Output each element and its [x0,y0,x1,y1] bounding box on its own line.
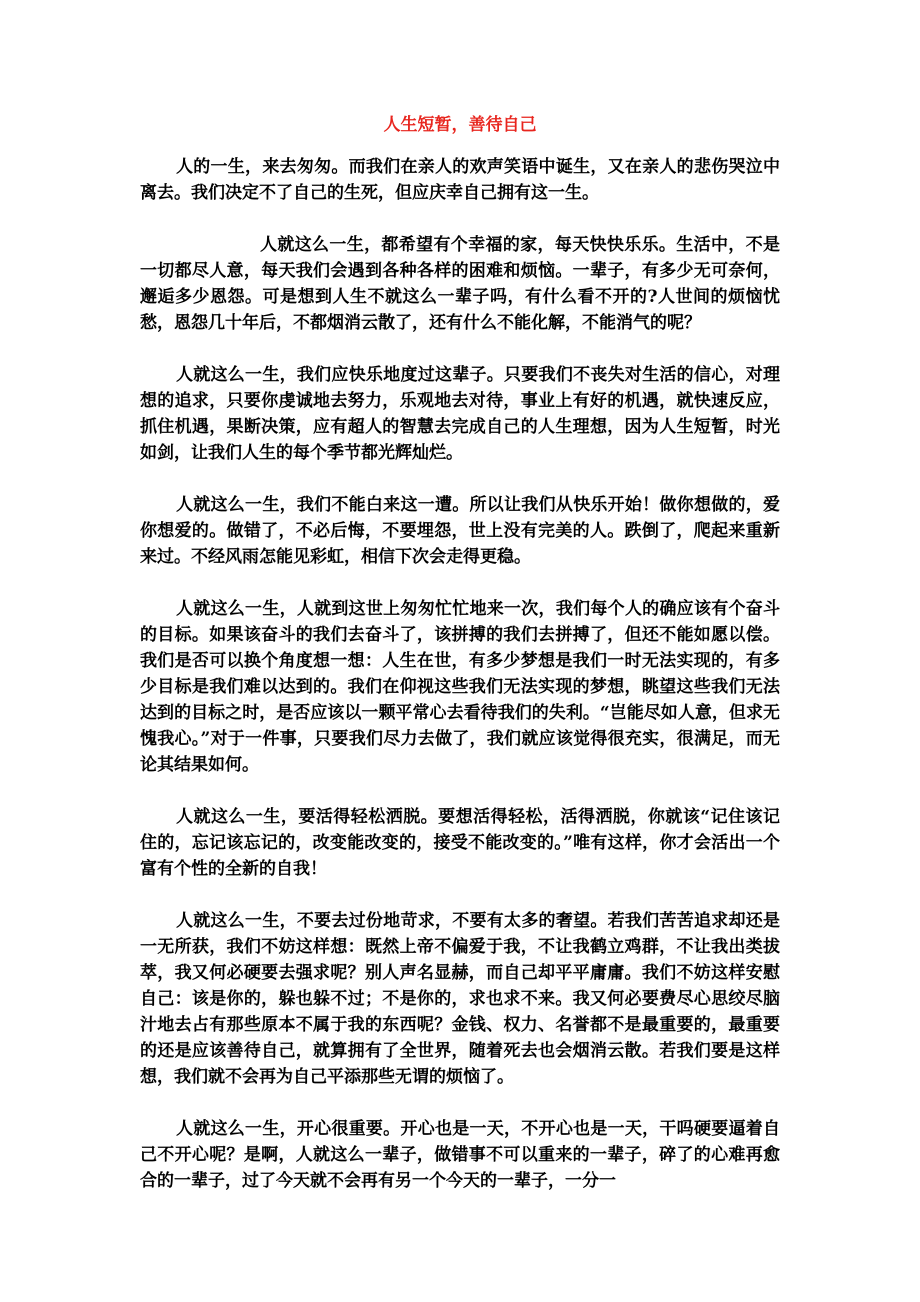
paragraph-2: 人就这么一生，都希望有个幸福的家，每天快快乐乐。生活中，不是一切都尽人意，每天我们会遇到各种各样的困难和烦恼。一辈子，有多少无可奈何，邂逅多少恩怨。可是想到人生不就这么一辈子吗，有什么看不开的?人世间的烦恼忧愁，恩怨几十年后，不都烟消云散了，还有什么不能化解，不能消气的呢？ [140,235,780,333]
paragraph-6: 人就这么一生，要活得轻松洒脱。要想活得轻松，活得洒脱，你就该“记住该记住的，忘记该忘记的，改变能改变的，接受不能改变的。”唯有这样，你才会活出一个富有个性的全新的自我！ [140,807,780,879]
paragraph-5: 人就这么一生，人就到这世上匆匆忙忙地来一次，我们每个人的确应该有个奋斗的目标。如果该奋斗的我们去奋斗了，该拼搏的我们去拼搏了，但还不能如愿以偿。我们是否可以换个角度想一想：人生在世，有多少梦想是我们一时无法实现的，有多少目标是我们难以达到的。我们在仰视这些我们无法实现的梦想，眺望这些我们无法达到的目标之时，是否应该以一颗平常心去看待我们的失利。“岂能尽如人意，但求无愧我心。”对于一件事，只要我们尽力去做了，我们就应该觉得很充实，很满足，而无论其结果如何。 [140,599,780,775]
document-title: 人生短暂，善待自己 [383,115,537,135]
paragraph-8: 人就这么一生，开心很重要。开心也是一天，不开心也是一天，干吗硬要逼着自己不开心呢？是啊，人就这么一辈子，做错事不可以重来的一辈子，碎了的心难再愈合的一辈子，过了今天就不会再有另一个今天的一辈子，一分一 [140,1119,780,1191]
document-body [140,154,780,1220]
paragraph-1: 人的一生，来去匆匆。而我们在亲人的欢声笑语中诞生，又在亲人的悲伤哭泣中离去。我们决定不了自己的生死，但应庆幸自己拥有这一生。 [140,157,780,203]
paragraph-7: 人就这么一生，不要去过份地苛求，不要有太多的奢望。若我们苦苦追求却还是一无所获，我们不妨这样想：既然上帝不偏爱于我，不让我鹤立鸡群，不让我出类拔萃，我又何必硬要去强求呢？别人声名显赫，而自己却平平庸庸。我们不妨这样安慰自己：该是你的，躲也躲不过；不是你的，求也求不来。我又何必要费尽心思绞尽脑汁地去占有那些原本不属于我的东西呢？金钱、权力、名誉都不是最重要的，最重要的还是应该善待自己，就算拥有了全世界，随着死去也会烟消云散。若我们要是这样想，我们就不会再为自己平添那些无谓的烦恼了。 [140,911,780,1087]
paragraph-4: 人就这么一生，我们不能白来这一遭。所以让我们从快乐开始！做你想做的，爱你想爱的。做错了，不必后悔，不要埋怨，世上没有完美的人。跌倒了，爬起来重新来过。不经风雨怎能见彩虹，相信下次会走得更稳。 [140,495,780,567]
paragraph-3: 人就这么一生，我们应快乐地度过这辈子。只要我们不丧失对生活的信心，对理想的追求，只要你虔诚地去努力，乐观地去对待，事业上有好的机遇，就快速反应，抓住机遇，果断决策，应有超人的智慧去完成自己的人生理想，因为人生短暂，时光如剑，让我们人生的每个季节都光辉灿烂。 [140,365,780,463]
